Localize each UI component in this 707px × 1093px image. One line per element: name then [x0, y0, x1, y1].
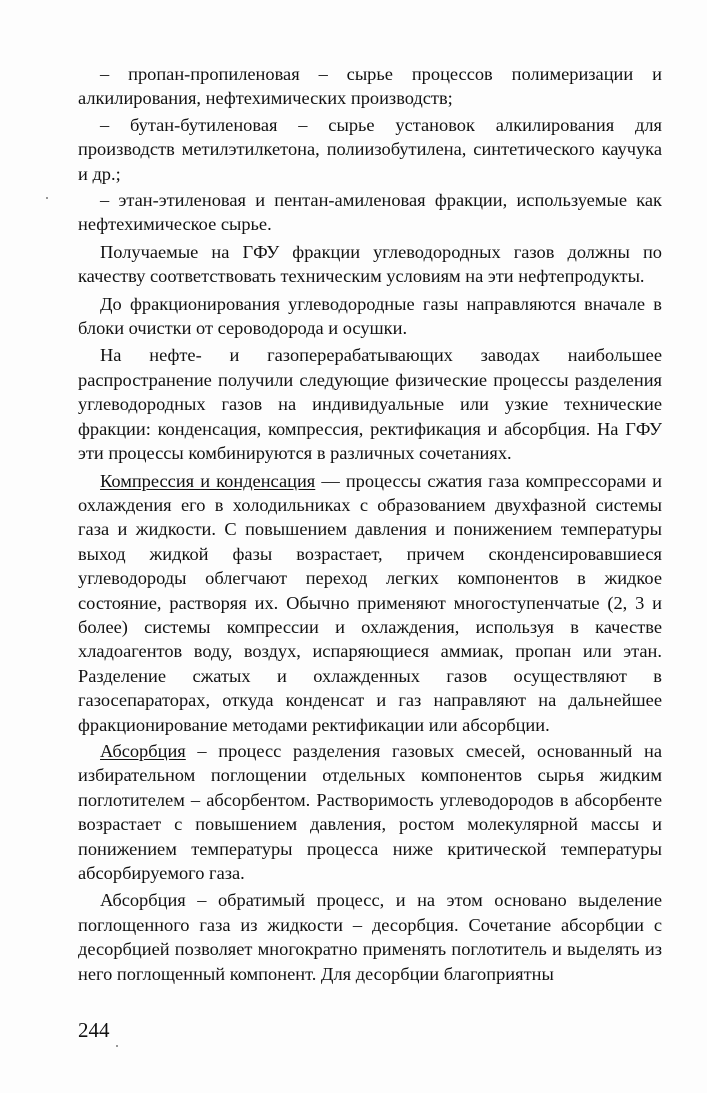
paragraph-text: На нефте- и газоперерабатывающих заводах наибольшее распространение получили следующие физические процессы разделения углеводородных газов на индивидуальные или узкие технические фракции: конденсация, компрессия, ректификация и абсорбция. На ГФУ эти процессы комбинируются в различных сочетаниях. [78, 345, 662, 464]
term-absorption: Абсорбция [100, 740, 186, 761]
paragraph-desorption [78, 888, 662, 986]
scan-speck [46, 197, 48, 199]
paragraph-separation-processes [78, 343, 662, 465]
paragraph-ethane-fraction [78, 188, 662, 237]
paragraph-text: – бутан-бутиленовая – сырье установок алкилирования для производств метилэтилкетона, полиизобутилена, синтетического каучука и др.; [78, 114, 662, 184]
paragraph-text: – процесс разделения газовых смесей, основанный на избирательном поглощении отдельных компонентов сырья жидким поглотителем – абсорбентом. Растворимость углеводородов в абсорбенте возрастает с повышением давления, ростом молекулярной массы и понижением температуры процесса ниже критической температуры абсорбируемого газа. [78, 740, 662, 883]
paragraph-compression-condensation [78, 469, 662, 737]
paragraph-propane-fraction [78, 62, 662, 111]
scan-speck [116, 1045, 118, 1047]
paragraph-gfu-fractions [78, 240, 662, 289]
paragraph-text: – пропан-пропиленовая – сырье процессов полимеризации и алкилирования, нефтехимических производств; [78, 64, 662, 109]
body-text [78, 62, 662, 986]
paragraph-text: Получаемые на ГФУ фракции углеводородных газов должны по качеству соответствовать техническим условиям на эти нефтепродукты. [78, 241, 662, 287]
paragraph-text: До фракционирования углеводородные газы направляются вначале в блоки очистки от сероводорода и осушки. [78, 293, 662, 339]
paragraph-absorption [78, 739, 662, 885]
page-number: 244 [78, 1018, 110, 1042]
term-compression-condensation: Компрессия и конденсация [100, 470, 316, 491]
paragraph-butane-fraction [78, 113, 662, 186]
paragraph-text: Абсорбция – обратимый процесс, и на этом основано выделение поглощенного газа из жидкости – десорбция. Сочетание абсорбции с десорбцией позволяет многократно применять поглотитель и выделять из него поглощенный компонент. Для десорбции благоприятны [78, 890, 662, 984]
paragraph-text: – этан-этиленовая и пентан-амиленовая фракции, используемые как нефтехимическое сырье. [78, 190, 662, 235]
paragraph-text: — процессы сжатия газа компрессорами и охлаждения его в холодильниках с образованием двухфазной системы газа и жидкости. С повышением давления и понижением температуры выход жидкой фазы возрастает, причем сконденсировавшиеся углеводороды облегчают переход легких компонентов в жидкое состояние, растворяя их. Обычно применяют многоступенчатые (2, 3 и более) системы компрессии и охлаждения, используя в качестве хладоагентов воду, воздух, испаряющиеся аммиак, пропан или этан. Разделение сжатых и охлажденных газов осуществляют в газосепараторах, откуда конденсат и газ направляют на дальнейшее фракционирование методами ректификации или абсорбции. [78, 470, 662, 735]
paragraph-pre-fractionation [78, 292, 662, 341]
